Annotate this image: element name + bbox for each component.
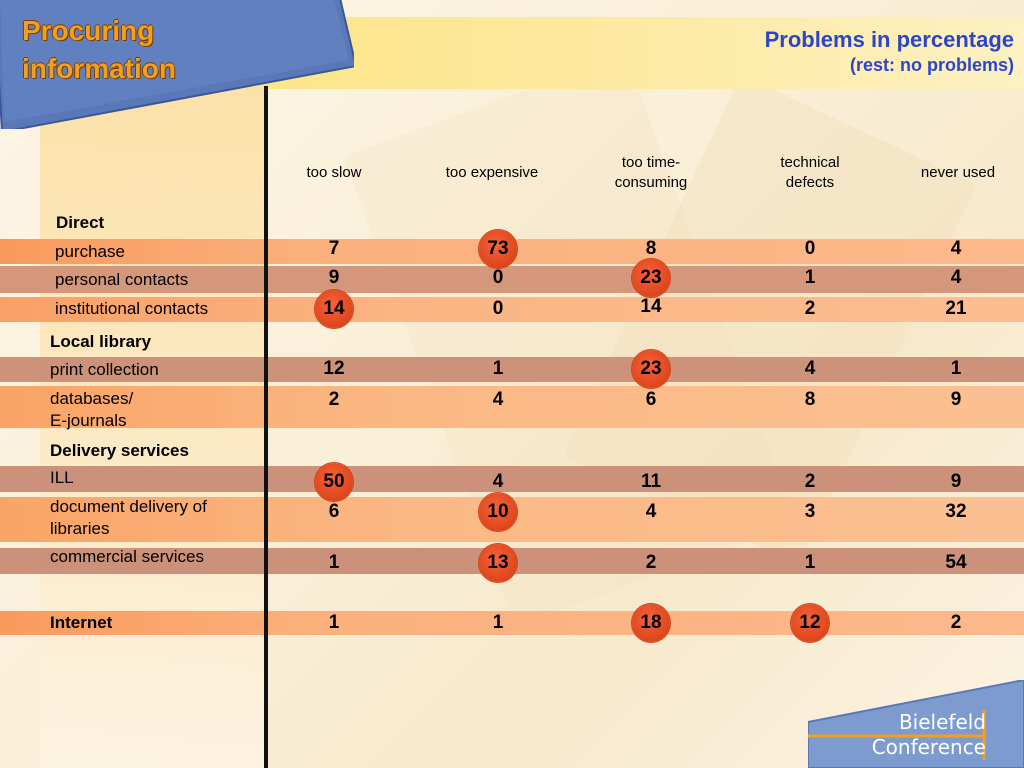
cell-value: 12	[799, 612, 821, 633]
cell-value: 7	[328, 238, 340, 259]
cell-value: 13	[487, 552, 509, 573]
cell-value: 1	[328, 612, 340, 633]
row-label-purchase: purchase	[55, 242, 125, 261]
cell-value: 4	[645, 501, 657, 522]
cell-value: 9	[328, 267, 340, 288]
cell-value: 2	[804, 298, 816, 319]
header-title: Problems in percentage	[764, 27, 1014, 52]
cell-value: 32	[945, 501, 967, 522]
row-label-ill: ILL	[50, 468, 74, 487]
cell-value: 9	[950, 471, 962, 492]
cell-value: 23	[640, 267, 662, 288]
cell-value: 2	[804, 471, 816, 492]
cell-value: 1	[492, 358, 504, 379]
column-header-too-time-consuming: too time- consuming	[614, 154, 688, 191]
cell-value: 8	[804, 389, 816, 410]
cell-value: 12	[323, 358, 345, 379]
cell-value: 4	[950, 267, 962, 288]
cell-value: 2	[328, 389, 340, 410]
cell-value: 6	[328, 501, 340, 522]
column-header-never-used: never used	[920, 164, 996, 181]
cell-value: 50	[323, 471, 345, 492]
cell-value: 14	[640, 296, 662, 317]
cell-value: 9	[950, 389, 962, 410]
cell-value: 4	[492, 471, 504, 492]
cell-value: 3	[804, 501, 816, 522]
row-label-personal-contacts: personal contacts	[55, 270, 189, 289]
cell-value: 0	[492, 298, 504, 319]
cell-value: 1	[804, 267, 816, 288]
cell-value: 23	[640, 358, 662, 379]
row-label-document-delivery: document delivery of libraries	[50, 497, 207, 538]
header-subtitle: (rest: no problems)	[849, 55, 1014, 75]
section-delivery-services: Delivery services	[50, 441, 189, 460]
cell-value: 2	[950, 612, 962, 633]
cell-value: 11	[640, 471, 662, 492]
cell-value: 21	[945, 298, 967, 319]
cell-value: 10	[487, 501, 509, 522]
cell-value: 14	[323, 298, 345, 319]
row-label-databases: databases/ E-journals	[50, 389, 134, 430]
row-label-institutional-contacts: institutional contacts	[55, 299, 209, 318]
section-local-library: Local library	[50, 332, 152, 351]
cell-value: 6	[645, 389, 657, 410]
cell-value: 0	[492, 267, 504, 288]
row-label-commercial-services: commercial services	[50, 547, 204, 566]
cell-value: 4	[950, 238, 962, 259]
cell-value: 18	[640, 612, 662, 633]
column-header-too-slow: too slow	[306, 164, 362, 181]
cell-value: 1	[804, 552, 816, 573]
column-header-technical-defects: technical defects	[780, 154, 840, 191]
section-direct: Direct	[56, 213, 105, 232]
cell-value: 0	[804, 238, 816, 259]
cell-value: 4	[804, 358, 816, 379]
cell-value: 1	[328, 552, 340, 573]
cell-value: 54	[945, 552, 967, 573]
cell-value: 8	[645, 238, 657, 259]
page-header	[765, 26, 1014, 76]
section-internet: Internet	[50, 613, 113, 632]
logo-text: Bielefeld Conference	[871, 710, 986, 759]
slide-title: Procuring information	[22, 15, 176, 84]
cell-value: 1	[950, 358, 962, 379]
cell-value: 73	[487, 238, 509, 259]
row-label-print-collection: print collection	[50, 360, 159, 379]
column-header-too-expensive: too expensive	[445, 164, 539, 181]
cell-value: 4	[492, 389, 504, 410]
cell-value: 2	[645, 552, 657, 573]
cell-value: 1	[492, 612, 504, 633]
